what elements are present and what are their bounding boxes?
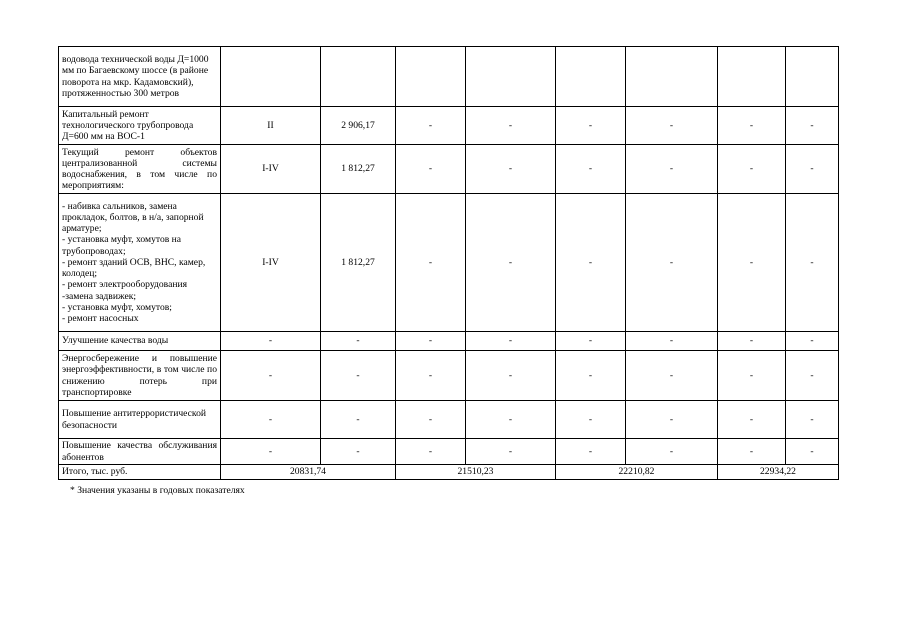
value-cell: -	[786, 351, 839, 401]
cost-cell: -	[321, 439, 396, 465]
value-cell: -	[626, 107, 718, 145]
value-cell: -	[786, 332, 839, 351]
value-cell: -	[466, 332, 556, 351]
value-cell: -	[626, 401, 718, 439]
cost-cell: -	[321, 351, 396, 401]
value-cell: -	[718, 107, 786, 145]
total-value: 22210,82	[556, 465, 718, 480]
category-cell: -	[221, 332, 321, 351]
value-cell: -	[556, 439, 626, 465]
cost-cell: 1 812,27	[321, 145, 396, 194]
value-cell: -	[718, 145, 786, 194]
value-cell: -	[626, 351, 718, 401]
value-cell: -	[396, 107, 466, 145]
row-description: Капитальный ремонт технологического трубопровода Д=600 мм на ВОС-1	[59, 107, 221, 145]
category-cell: I-IV	[221, 145, 321, 194]
value-cell: -	[786, 145, 839, 194]
value-cell: -	[626, 145, 718, 194]
value-cell: -	[556, 145, 626, 194]
value-cell	[626, 47, 718, 107]
row-description: Повышение качества обслуживания абонентов	[59, 439, 221, 465]
row-description: Энергосбережение и повышение энергоэффективности, в том числе по снижению потерь при транспортировке	[59, 351, 221, 401]
value-cell: -	[396, 332, 466, 351]
value-cell: -	[626, 332, 718, 351]
value-cell: -	[396, 439, 466, 465]
value-cell: -	[396, 351, 466, 401]
table-row	[59, 194, 839, 332]
value-cell	[466, 47, 556, 107]
category-cell: I-IV	[221, 194, 321, 332]
value-cell: -	[466, 107, 556, 145]
value-cell: -	[718, 194, 786, 332]
table-row	[59, 332, 839, 351]
table-row	[59, 107, 839, 145]
category-cell: -	[221, 351, 321, 401]
value-cell: -	[626, 194, 718, 332]
value-cell	[396, 47, 466, 107]
value-cell: -	[786, 194, 839, 332]
category-cell	[221, 47, 321, 107]
total-value: 20831,74	[221, 465, 396, 480]
cost-cell: 1 812,27	[321, 194, 396, 332]
value-cell: -	[786, 401, 839, 439]
total-value: 22934,22	[718, 465, 839, 480]
row-description: Улучшение качества воды	[59, 332, 221, 351]
value-cell: -	[466, 145, 556, 194]
cost-cell: -	[321, 332, 396, 351]
table-row	[59, 145, 839, 194]
value-cell: -	[786, 439, 839, 465]
value-cell	[718, 47, 786, 107]
value-cell: -	[466, 351, 556, 401]
row-description: Текущий ремонт объектов централизованной системы водоснабжения, в том числе по мероприятиям:	[59, 145, 221, 194]
table-row	[59, 401, 839, 439]
value-cell: -	[466, 194, 556, 332]
table-row	[59, 439, 839, 465]
value-cell	[786, 47, 839, 107]
value-cell: -	[626, 439, 718, 465]
category-cell: -	[221, 439, 321, 465]
value-cell: -	[556, 107, 626, 145]
value-cell: -	[396, 194, 466, 332]
value-cell: -	[556, 401, 626, 439]
category-cell: II	[221, 107, 321, 145]
row-description: водовода технической воды Д=1000 мм по Багаевскому шоссе (в районе поворота на мкр. Кадамовский), протяженностью 300 метров	[59, 47, 221, 107]
value-cell: -	[718, 332, 786, 351]
total-row	[59, 465, 839, 480]
cost-cell: 2 906,17	[321, 107, 396, 145]
total-label: Итого, тыс. руб.	[59, 465, 221, 480]
investment-program-table	[58, 46, 839, 480]
value-cell: -	[718, 401, 786, 439]
value-cell: -	[556, 351, 626, 401]
value-cell	[556, 47, 626, 107]
value-cell: -	[466, 439, 556, 465]
cost-cell	[321, 47, 396, 107]
table-row	[59, 47, 839, 107]
row-description: - набивка сальников, замена прокладок, болтов, в н/а, запорной арматуре; - установка муфт, хомутов на трубопроводах; - ремонт зданий ОСВ, ВНС, камер, колодец; - ремонт электрооборудования -замена задвижек; - установка муфт, хомутов; - ремонт насосных	[59, 194, 221, 332]
value-cell: -	[466, 401, 556, 439]
total-value: 21510,23	[396, 465, 556, 480]
value-cell: -	[396, 401, 466, 439]
value-cell: -	[786, 107, 839, 145]
row-description: Повышение антитеррористической безопасности	[59, 401, 221, 439]
value-cell: -	[556, 332, 626, 351]
value-cell: -	[718, 439, 786, 465]
category-cell: -	[221, 401, 321, 439]
footnote: * Значения указаны в годовых показателях	[70, 485, 245, 496]
cost-cell: -	[321, 401, 396, 439]
value-cell: -	[396, 145, 466, 194]
value-cell: -	[718, 351, 786, 401]
value-cell: -	[556, 194, 626, 332]
table-row	[59, 351, 839, 401]
